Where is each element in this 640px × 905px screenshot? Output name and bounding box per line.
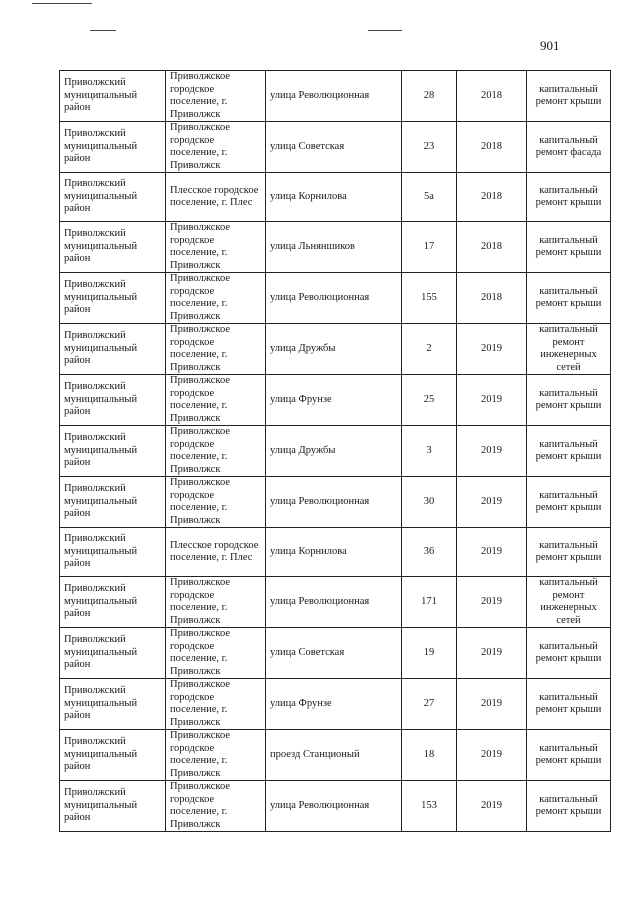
work-type-cell: капитальный ремонт крыши bbox=[527, 730, 611, 781]
repair-registry-table bbox=[59, 70, 611, 832]
work-type-cell: капитальный ремонт крыши bbox=[527, 173, 611, 222]
work-type-cell: капитальный ремонт крыши bbox=[527, 477, 611, 528]
year-cell: 2018 bbox=[457, 122, 527, 173]
year-cell: 2019 bbox=[457, 628, 527, 679]
year-cell: 2019 bbox=[457, 679, 527, 730]
settlement-cell: Приволжское городское поселение, г. Приволжск bbox=[166, 273, 266, 324]
table-row bbox=[60, 273, 611, 324]
scan-artifact-top-center bbox=[368, 30, 402, 31]
district-cell: Приволжский муниципальный район bbox=[60, 528, 166, 577]
street-cell: улица Корнилова bbox=[266, 173, 402, 222]
house-number-cell: 5а bbox=[402, 173, 457, 222]
street-cell: улица Советская bbox=[266, 628, 402, 679]
street-cell: улица Советская bbox=[266, 122, 402, 173]
street-cell: улица Дружбы bbox=[266, 426, 402, 477]
house-number-cell: 23 bbox=[402, 122, 457, 173]
house-number-cell: 25 bbox=[402, 375, 457, 426]
table-row bbox=[60, 173, 611, 222]
district-cell: Приволжский муниципальный район bbox=[60, 426, 166, 477]
year-cell: 2019 bbox=[457, 730, 527, 781]
year-cell: 2018 bbox=[457, 222, 527, 273]
street-cell: улица Революционная bbox=[266, 781, 402, 832]
settlement-cell: Приволжское городское поселение, г. Приволжск bbox=[166, 781, 266, 832]
work-type-cell: капитальный ремонт крыши bbox=[527, 222, 611, 273]
district-cell: Приволжский муниципальный район bbox=[60, 781, 166, 832]
house-number-cell: 17 bbox=[402, 222, 457, 273]
district-cell: Приволжский муниципальный район bbox=[60, 324, 166, 375]
table-row bbox=[60, 628, 611, 679]
table-row bbox=[60, 426, 611, 477]
settlement-cell: Приволжское городское поселение, г. Приволжск bbox=[166, 628, 266, 679]
settlement-cell: Приволжское городское поселение, г. Приволжск bbox=[166, 577, 266, 628]
street-cell: улица Революционная bbox=[266, 273, 402, 324]
district-cell: Приволжский муниципальный район bbox=[60, 628, 166, 679]
street-cell: улица Фрунзе bbox=[266, 375, 402, 426]
street-cell: улица Фрунзе bbox=[266, 679, 402, 730]
table-row bbox=[60, 577, 611, 628]
work-type-cell: капитальный ремонт крыши bbox=[527, 273, 611, 324]
work-type-cell: капитальный ремонт инженерных сетей bbox=[527, 324, 611, 375]
district-cell: Приволжский муниципальный район bbox=[60, 122, 166, 173]
district-cell: Приволжский муниципальный район bbox=[60, 679, 166, 730]
settlement-cell: Приволжское городское поселение, г. Приволжск bbox=[166, 122, 266, 173]
page-number: 901 bbox=[540, 38, 560, 53]
work-type-cell: капитальный ремонт фасада bbox=[527, 122, 611, 173]
work-type-cell: капитальный ремонт крыши bbox=[527, 426, 611, 477]
house-number-cell: 28 bbox=[402, 71, 457, 122]
house-number-cell: 18 bbox=[402, 730, 457, 781]
scan-artifact-left bbox=[90, 30, 116, 31]
work-type-cell: капитальный ремонт крыши bbox=[527, 528, 611, 577]
year-cell: 2019 bbox=[457, 477, 527, 528]
work-type-cell: капитальный ремонт инженерных сетей bbox=[527, 577, 611, 628]
house-number-cell: 155 bbox=[402, 273, 457, 324]
year-cell: 2019 bbox=[457, 781, 527, 832]
street-cell: проезд Станционый bbox=[266, 730, 402, 781]
house-number-cell: 30 bbox=[402, 477, 457, 528]
district-cell: Приволжский муниципальный район bbox=[60, 730, 166, 781]
settlement-cell: Приволжское городское поселение, г. Приволжск bbox=[166, 222, 266, 273]
table-row bbox=[60, 324, 611, 375]
table-row bbox=[60, 528, 611, 577]
work-type-cell: капитальный ремонт крыши bbox=[527, 781, 611, 832]
house-number-cell: 171 bbox=[402, 577, 457, 628]
year-cell: 2019 bbox=[457, 528, 527, 577]
settlement-cell: Приволжское городское поселение, г. Приволжск bbox=[166, 324, 266, 375]
settlement-cell: Плесское городское поселение, г. Плес bbox=[166, 173, 266, 222]
table-row bbox=[60, 122, 611, 173]
street-cell: улица Корнилова bbox=[266, 528, 402, 577]
work-type-cell: капитальный ремонт крыши bbox=[527, 71, 611, 122]
work-type-cell: капитальный ремонт крыши bbox=[527, 628, 611, 679]
settlement-cell: Приволжское городское поселение, г. Приволжск bbox=[166, 426, 266, 477]
street-cell: улица Революционная bbox=[266, 577, 402, 628]
year-cell: 2019 bbox=[457, 324, 527, 375]
year-cell: 2019 bbox=[457, 577, 527, 628]
table-body bbox=[60, 71, 611, 832]
table-row bbox=[60, 781, 611, 832]
house-number-cell: 153 bbox=[402, 781, 457, 832]
district-cell: Приволжский муниципальный район bbox=[60, 71, 166, 122]
year-cell: 2019 bbox=[457, 375, 527, 426]
settlement-cell: Приволжское городское поселение, г. Приволжск bbox=[166, 477, 266, 528]
street-cell: улица Дружбы bbox=[266, 324, 402, 375]
district-cell: Приволжский муниципальный район bbox=[60, 173, 166, 222]
street-cell: улица Революционная bbox=[266, 71, 402, 122]
table-row bbox=[60, 71, 611, 122]
street-cell: улица Революционная bbox=[266, 477, 402, 528]
house-number-cell: 36 bbox=[402, 528, 457, 577]
year-cell: 2018 bbox=[457, 273, 527, 324]
table-row bbox=[60, 477, 611, 528]
table-row bbox=[60, 730, 611, 781]
work-type-cell: капитальный ремонт крыши bbox=[527, 679, 611, 730]
table-row bbox=[60, 375, 611, 426]
house-number-cell: 3 bbox=[402, 426, 457, 477]
street-cell: улица Льняншиков bbox=[266, 222, 402, 273]
house-number-cell: 19 bbox=[402, 628, 457, 679]
work-type-cell: капитальный ремонт крыши bbox=[527, 375, 611, 426]
settlement-cell: Плесское городское поселение, г. Плес bbox=[166, 528, 266, 577]
table-row bbox=[60, 679, 611, 730]
house-number-cell: 27 bbox=[402, 679, 457, 730]
year-cell: 2018 bbox=[457, 71, 527, 122]
district-cell: Приволжский муниципальный район bbox=[60, 477, 166, 528]
settlement-cell: Приволжское городское поселение, г. Приволжск bbox=[166, 679, 266, 730]
settlement-cell: Приволжское городское поселение, г. Приволжск bbox=[166, 730, 266, 781]
settlement-cell: Приволжское городское поселение, г. Приволжск bbox=[166, 71, 266, 122]
district-cell: Приволжский муниципальный район bbox=[60, 273, 166, 324]
house-number-cell: 2 bbox=[402, 324, 457, 375]
year-cell: 2018 bbox=[457, 173, 527, 222]
district-cell: Приволжский муниципальный район bbox=[60, 577, 166, 628]
district-cell: Приволжский муниципальный район bbox=[60, 375, 166, 426]
district-cell: Приволжский муниципальный район bbox=[60, 222, 166, 273]
settlement-cell: Приволжское городское поселение, г. Приволжск bbox=[166, 375, 266, 426]
year-cell: 2019 bbox=[457, 426, 527, 477]
table-row bbox=[60, 222, 611, 273]
scan-artifact-top-left bbox=[32, 3, 92, 4]
